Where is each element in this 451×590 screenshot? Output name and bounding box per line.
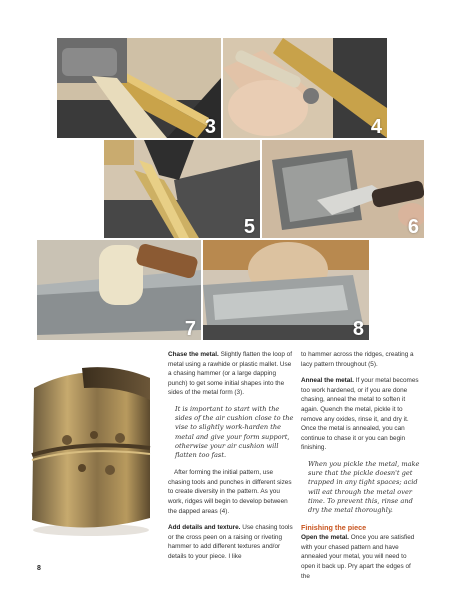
photo-number-5: 5 bbox=[243, 216, 255, 238]
photo-number-4: 4 bbox=[370, 116, 382, 138]
text-column-1 bbox=[168, 350, 296, 562]
heading-anneal: Anneal the metal. bbox=[301, 377, 354, 385]
open-metal-text: Once you are satisfied with your chased pattern and have annealed your metal, you will need to open it back up. Pry apart the edges of the bbox=[301, 534, 415, 580]
anneal-text: If your metal becomes too work hardened, or if you are done chasing, anneal the metal to soften it again. Quench the metal, pickle it to remove any oxides, rinse it, and dry it. Once the metal is annealed, you can continue to chase it or you can begin finishing. bbox=[301, 377, 419, 452]
step-photo-6 bbox=[262, 140, 424, 238]
paragraph-lacy-pattern: to hammer across the ridges, creating a lacy pattern throughout (5). bbox=[301, 351, 414, 368]
photo-number-3: 3 bbox=[204, 116, 216, 138]
cuff-image bbox=[22, 360, 160, 540]
tip-work-harden: It is important to start with the sides of the air cushion close to the vise to slightly work-harden the metal and give your form support, otherwise your air cushion will flatten too fast. bbox=[175, 404, 294, 459]
paragraph-details-texture bbox=[168, 523, 296, 561]
heading-open-metal: Open the metal. bbox=[301, 534, 349, 542]
paragraph-anneal bbox=[301, 376, 421, 453]
step-photo-3 bbox=[57, 38, 221, 138]
step-photo-7 bbox=[37, 240, 201, 340]
text-column-2 bbox=[301, 350, 421, 581]
step-photo-4 bbox=[223, 38, 387, 138]
tip-pickle: When you pickle the metal, make sure that the pickle doesn't get trapped in any tight spaces; acid will eat through the metal over time. To prevent this, rinse and dry the metal thoroughly. bbox=[308, 459, 420, 514]
step-photo-8 bbox=[203, 240, 369, 340]
photo-number-6: 6 bbox=[407, 216, 419, 238]
paragraph-chase-metal bbox=[168, 350, 296, 398]
photo-4-image bbox=[223, 38, 387, 138]
photo-3-image bbox=[57, 38, 221, 138]
page-number: 8 bbox=[37, 565, 41, 572]
heading-chase-metal: Chase the metal. bbox=[168, 351, 219, 358]
photo-number-7: 7 bbox=[184, 318, 196, 340]
photo-7-image bbox=[37, 240, 201, 340]
paragraph-open-metal bbox=[301, 533, 421, 581]
details-texture-text: Use chasing tools or the cross peen on a raising or riveting hammer to add different textures and/or details to your piece. I like bbox=[168, 524, 293, 560]
paragraph-initial-pattern: After forming the initial pattern, use chasing tools and punches in different sizes to create diversity in the pattern. As you work, ridges will begin to develop between the dapped areas (4). bbox=[168, 469, 292, 515]
step-photo-5 bbox=[104, 140, 260, 238]
heading-details-texture: Add details and texture. bbox=[168, 524, 241, 532]
photo-number-8: 8 bbox=[352, 318, 364, 340]
section-heading-finishing: Finishing the piece bbox=[301, 523, 367, 533]
photo-8-image bbox=[203, 240, 369, 340]
photo-6-image bbox=[262, 140, 424, 238]
finished-cuff-photo bbox=[22, 360, 160, 540]
photo-5-image bbox=[104, 140, 260, 238]
chase-metal-text: Slightly flatten the loop of metal using a rawhide or plastic mallet. Use a chasing hammer (or a large dapping punch) to get some initial shapes into the sides of the metal form (3). bbox=[168, 351, 292, 397]
